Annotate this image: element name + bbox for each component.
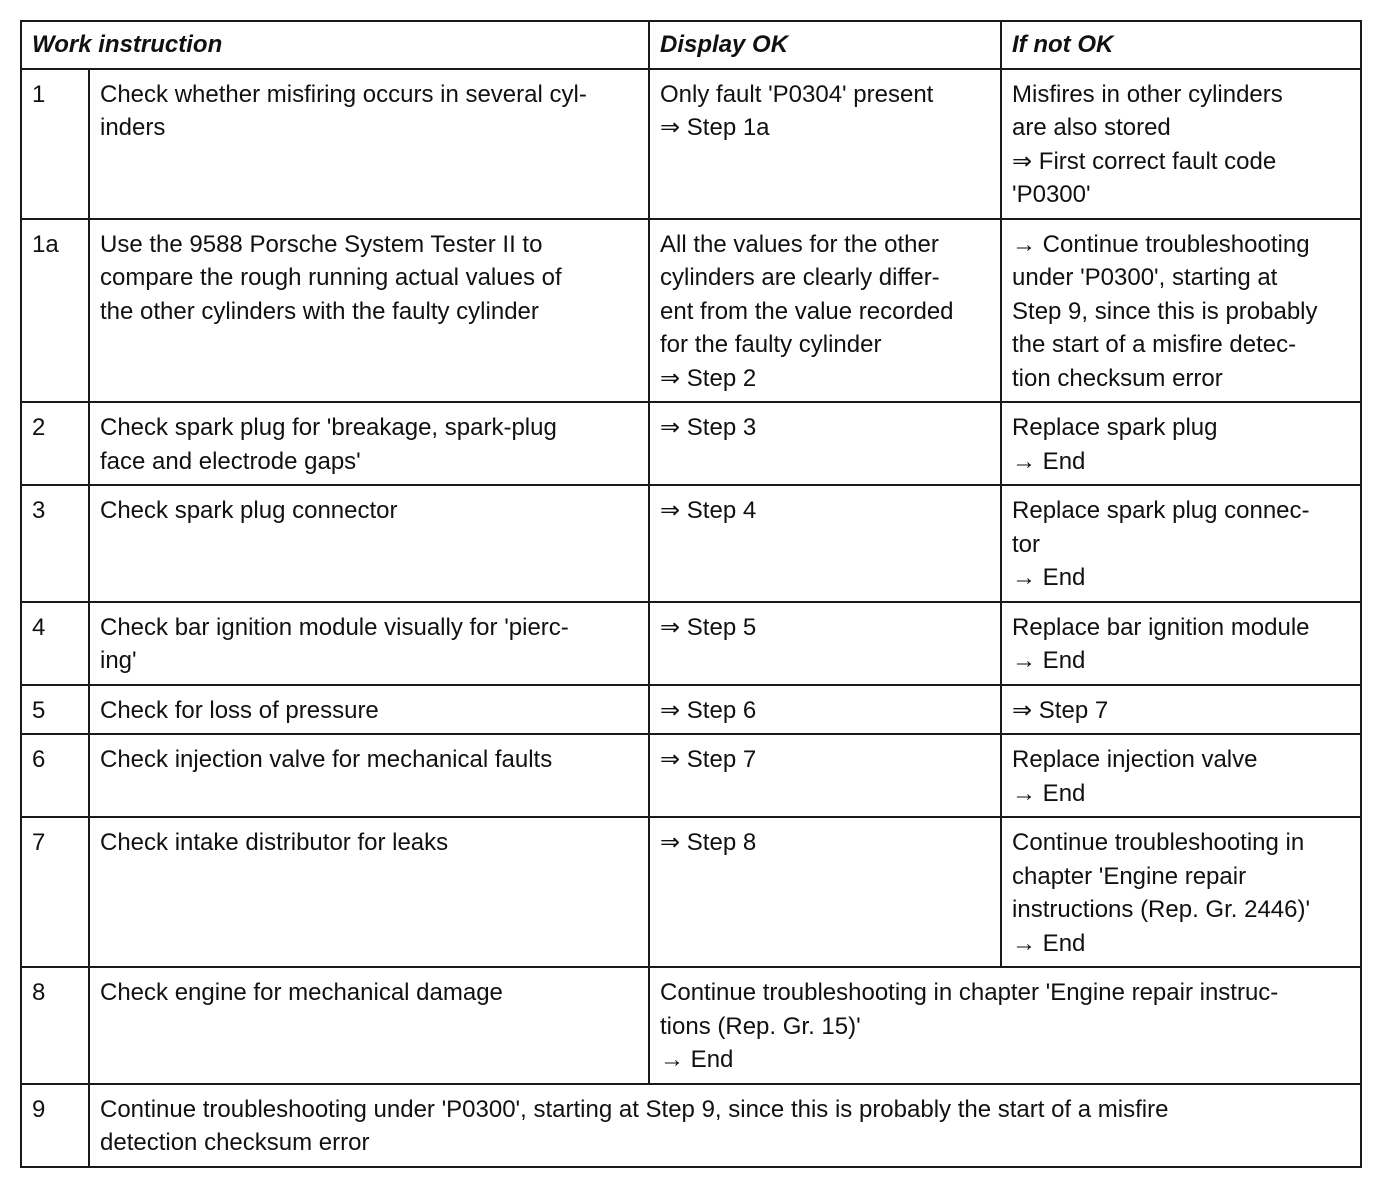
step-number: 7	[21, 817, 89, 967]
if-not-ok-cell: Replace injection valve → End	[1001, 734, 1361, 817]
step-number: 2	[21, 402, 89, 485]
display-ok-cell: ⇒ Step 8	[649, 817, 1001, 967]
instruction-cell: Check engine for mechanical damage	[89, 967, 649, 1084]
table-row	[21, 219, 1361, 403]
step-number: 5	[21, 685, 89, 735]
if-not-ok-cell: Replace spark plug connec- tor → End	[1001, 485, 1361, 602]
instruction-cell: Check intake distributor for leaks	[89, 817, 649, 967]
display-ok-cell: ⇒ Step 6	[649, 685, 1001, 735]
if-not-ok-cell: Replace spark plug → End	[1001, 402, 1361, 485]
if-not-ok-cell: Misfires in other cylinders are also stored ⇒ First correct fault code 'P0300'	[1001, 69, 1361, 219]
table-row	[21, 1084, 1361, 1167]
if-not-ok-cell: Continue troubleshooting in chapter 'Engine repair instructions (Rep. Gr. 2446)' → End	[1001, 817, 1361, 967]
instruction-cell: Check whether misfiring occurs in several cyl- inders	[89, 69, 649, 219]
merged-result-cell: Continue troubleshooting in chapter 'Engine repair instruc- tions (Rep. Gr. 15)' → End	[649, 967, 1361, 1084]
step-number: 9	[21, 1084, 89, 1167]
step-number: 1a	[21, 219, 89, 403]
display-ok-cell: ⇒ Step 5	[649, 602, 1001, 685]
step-number: 4	[21, 602, 89, 685]
table-header-row	[21, 21, 1361, 69]
table-row	[21, 734, 1361, 817]
instruction-cell: Use the 9588 Porsche System Tester II to compare the rough running actual values of the other cylinders with the faulty cylinder	[89, 219, 649, 403]
header-work-instruction: Work instruction	[21, 21, 649, 69]
display-ok-cell: Only fault 'P0304' present ⇒ Step 1a	[649, 69, 1001, 219]
table-row	[21, 69, 1361, 219]
instruction-cell: Check bar ignition module visually for 'pierc- ing'	[89, 602, 649, 685]
table-row	[21, 485, 1361, 602]
step-number: 6	[21, 734, 89, 817]
table-row	[21, 967, 1361, 1084]
instruction-cell: Check for loss of pressure	[89, 685, 649, 735]
table-row	[21, 402, 1361, 485]
display-ok-cell: ⇒ Step 7	[649, 734, 1001, 817]
table-row	[21, 602, 1361, 685]
if-not-ok-cell: → Continue troubleshooting under 'P0300', starting at Step 9, since this is probably the start of a misfire detec- tion checksum error	[1001, 219, 1361, 403]
header-if-not-ok: If not OK	[1001, 21, 1361, 69]
display-ok-cell: All the values for the other cylinders are clearly differ- ent from the value recorded for the faulty cylinder ⇒ Step 2	[649, 219, 1001, 403]
display-ok-cell: ⇒ Step 4	[649, 485, 1001, 602]
display-ok-cell: ⇒ Step 3	[649, 402, 1001, 485]
step-number: 1	[21, 69, 89, 219]
step-number: 3	[21, 485, 89, 602]
merged-instruction-cell: Continue troubleshooting under 'P0300', starting at Step 9, since this is probably the start of a misfire detection checksum error	[89, 1084, 1361, 1167]
if-not-ok-cell: Replace bar ignition module → End	[1001, 602, 1361, 685]
if-not-ok-cell: ⇒ Step 7	[1001, 685, 1361, 735]
table-row	[21, 685, 1361, 735]
instruction-cell: Check spark plug connector	[89, 485, 649, 602]
instruction-cell: Check spark plug for 'breakage, spark-plug face and electrode gaps'	[89, 402, 649, 485]
step-number: 8	[21, 967, 89, 1084]
instruction-cell: Check injection valve for mechanical faults	[89, 734, 649, 817]
work-instruction-table	[20, 20, 1362, 1168]
table-row	[21, 817, 1361, 967]
header-display-ok: Display OK	[649, 21, 1001, 69]
